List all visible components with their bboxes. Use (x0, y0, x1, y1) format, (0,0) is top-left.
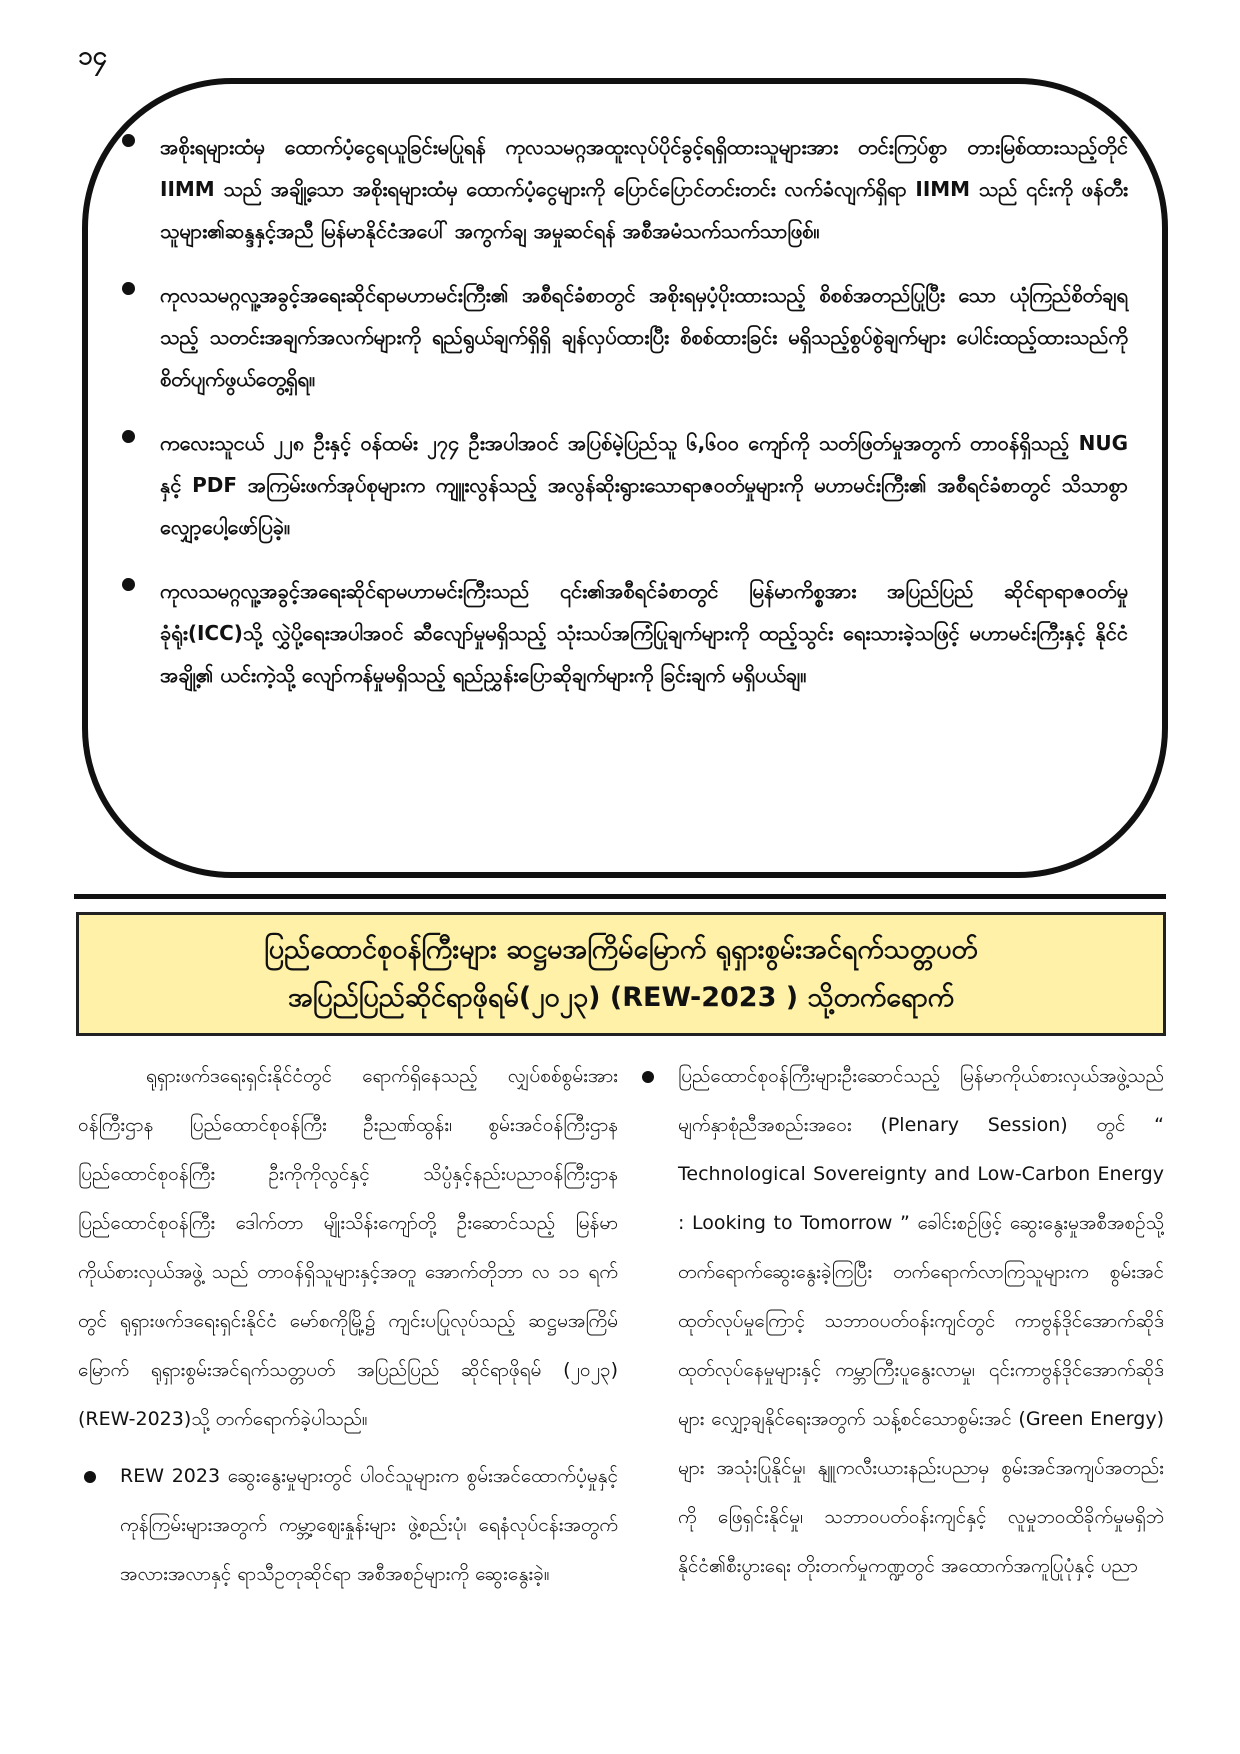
list-item (78, 1452, 618, 1599)
bullet-icon (122, 430, 135, 443)
article-headline (76, 912, 1166, 1036)
bullet-icon (122, 578, 135, 591)
bullet-icon (642, 1071, 654, 1083)
list-item (118, 570, 1128, 696)
headline-line-2: အပြည်ပြည်ဆိုင်ရာဖိုရမ်(၂၀၂၃) (REW-2023 ) သို့တက်ရောက် (287, 982, 954, 1013)
summary-point: ကုလသမဂ္ဂလူ့အခွင့်အရေးဆိုင်ရာမဟာမင်းကြီး၏ အစီရင်ခံစာတွင် အစိုးရမှပံ့ပိုးထားသည့် စိစစ်အတည်ပြုပြီး သော ယုံကြည်စိတ်ချရသည့် သတင်းအချက်အလက်များကို ရည်ရွယ်ချက်ရှိရှိ ချန်လှပ်ထားပြီး စိစစ်ထားခြင်း မရှိသည့်စွပ်စွဲချက်များ ပေါင်းထည့်ထားသည်ကို စိတ်ပျက်ဖွယ်တွေ့ရှိရ။ (160, 283, 1128, 391)
list-item (636, 1052, 1164, 1591)
summary-point: ကုလသမဂ္ဂလူ့အခွင့်အရေးဆိုင်ရာမဟာမင်းကြီးသည် ၎င်း၏အစီရင်ခံစာတွင် မြန်မာကိစ္စအား အပြည်ပြည် ဆိုင်ရာရာဇဝတ်မှုခုံရုံး(ICC)သို့ လွှဲပို့ရေးအပါအဝင် ဆီလျော်မှုမရှိသည့် သုံးသပ်အကြံပြုချက်များကို ထည့်သွင်း ရေးသားခဲ့သဖြင့် မဟာမင်းကြီးနှင့် နိုင်ငံအချို့၏ ယင်းကဲ့သို့ လျော်ကန်မှုမရှိသည့် ရည်ညွှန်းပြောဆိုချက်များကို ခြင်းချက် မရှိပယ်ချ။ (160, 579, 1128, 687)
list-item (118, 126, 1128, 252)
article-column-right (636, 1052, 1164, 1591)
list-item (118, 274, 1128, 400)
bullet-icon (84, 1471, 96, 1483)
article-bullet-text: REW 2023 ဆွေးနွေးမှုများတွင် ပါဝင်သူများက စွမ်းအင်ထောက်ပံ့မှုနှင့် ကုန်ကြမ်းများအတွက် ကမ္ဘာ့ဈေးနှုန်းများ ဖွဲ့စည်းပုံ၊ ရေနံလုပ်ငန်းအတွက် အလားအလာနှင့် ရာသီဥတုဆိုင်ရာ အစီအစဉ်များကို ဆွေးနွေးခဲ့။ (120, 1465, 618, 1585)
article-column-left (78, 1052, 618, 1599)
article-intro-paragraph: ရုရှားဖက်ဒရေးရှင်းနိုင်ငံတွင် ရောက်ရှိနေသည့် လျှပ်စစ်စွမ်းအားဝန်ကြီးဌာန ပြည်ထောင်စုဝန်ကြီး ဦးညဏ်ထွန်း၊ စွမ်းအင်ဝန်ကြီးဌာန ပြည်ထောင်စုဝန်ကြီး ဦးကိုကိုလွင်နှင့် သိပ္ပံနှင့်နည်းပညာဝန်ကြီးဌာန ပြည်ထောင်စုဝန်ကြီး ဒေါက်တာ မျိုးသိန်းကျော်တို့ ဦးဆောင်သည့် မြန်မာကိုယ်စားလှယ်အဖွဲ့ သည် တာဝန်ရှိသူများနှင့်အတူ အောက်တိုဘာ လ ၁၁ ရက်တွင် ရုရှားဖက်ဒရေးရှင်းနိုင်ငံ မော်စကိုမြို့၌ ကျင်းပပြုလုပ်သည့် ဆဋ္ဌမအကြိမ်မြောက် ရုရှားစွမ်းအင်ရက်သတ္တပတ် အပြည်ပြည် ဆိုင်ရာဖိုရမ် (၂၀၂၃) (REW-2023)သို့ တက်ရောက်ခဲ့ပါသည်။ (78, 1065, 618, 1430)
summary-point: ကလေးသူငယ် ၂၂၈ ဦးနှင့် ဝန်ထမ်း ၂၇၄ ဦးအပါအဝင် အပြစ်မဲ့ပြည်သူ ၆,၆၀၀ ကျော်ကို သတ်ဖြတ်မှုအတွက် တာဝန်ရှိသည့် NUG နှင့် PDF အကြမ်းဖက်အုပ်စုများက ကျူးလွန်သည့် အလွန်ဆိုးရွားသောရာဇဝတ်မှုများကို မဟာမင်းကြီး၏ အစီရင်ခံစာတွင် သိသာစွာလျှော့ပေါ့ဖော်ပြခဲ့။ (160, 431, 1128, 539)
section-divider (74, 894, 1166, 899)
list-item (118, 422, 1128, 548)
bullet-icon (122, 134, 135, 147)
article-bullet-text: ပြည်ထောင်စုဝန်ကြီးများဦးဆောင်သည့် မြန်မာကိုယ်စားလှယ်အဖွဲ့သည် မျက်နှာစုံညီအစည်းအဝေး (Plenary Session) တွင် “ Technological Sovereignty and Low-Carbon Energy : Looking to Tomorrow ” ခေါင်းစဉ်ဖြင့် ဆွေးနွေးမှုအစီအစဉ်သို့ တက်ရောက်ဆွေးနွေးခဲ့ကြပြီး တက်ရောက်လာကြသူများက စွမ်းအင်ထုတ်လုပ်မှုကြောင့် သဘာဝပတ်ဝန်းကျင်တွင် ကာဗွန်ဒိုင်အောက်ဆိုဒ်ထုတ်လုပ်နေမှုများနှင့် ကမ္ဘာကြီးပူနွေးလာမှု၊ ၎င်းကာဗွန်ဒိုင်အောက်ဆိုဒ်များ လျှော့ချနိုင်ရေးအတွက် သန့်စင်သောစွမ်းအင် (Green Energy) များ အသုံးပြုနိုင်မှု၊ နျူကလီးယားနည်းပညာမှ စွမ်းအင်အကျပ်အတည်းကို ဖြေရှင်းနိုင်မှု၊ သဘာဝပတ်ဝန်းကျင်နှင့် လူမှုဘဝထိခိုက်မှုမရှိဘဲ နိုင်ငံ၏စီးပွားရေး တိုးတက်မှုကဏ္ဍတွင် အထောက်အကူပြုပုံနှင့် ပညာ (678, 1065, 1164, 1577)
page-number: ၁၄ (78, 41, 108, 71)
summary-list (118, 126, 1128, 718)
bullet-icon (122, 282, 135, 295)
headline-line-1: ပြည်ထောင်စုဝန်ကြီးများ ဆဋ္ဌမအကြိမ်မြောက် ရုရှားစွမ်းအင်ရက်သတ္တပတ် (264, 934, 978, 965)
summary-point: အစိုးရများထံမှ ထောက်ပံ့ငွေရယူခြင်းမပြုရန် ကုလသမဂ္ဂအထူးလုပ်ပိုင်ခွင့်ရရှိထားသူများအား တင်းကြပ်စွာ တားမြစ်ထားသည့်တိုင် IIMM သည် အချို့သော အစိုးရများထံမှ ထောက်ပံ့ငွေများကို ပြောင်ပြောင်တင်းတင်း လက်ခံလျက်ရှိရာ IIMM သည် ၎င်းကို ဖန်တီးသူများ၏ဆန္ဒနှင့်အညီ မြန်မာနိုင်ငံအပေါ် အကွက်ချ အမှုဆင်ရန် အစီအမံသက်သက်သာဖြစ်။ (160, 135, 1128, 243)
